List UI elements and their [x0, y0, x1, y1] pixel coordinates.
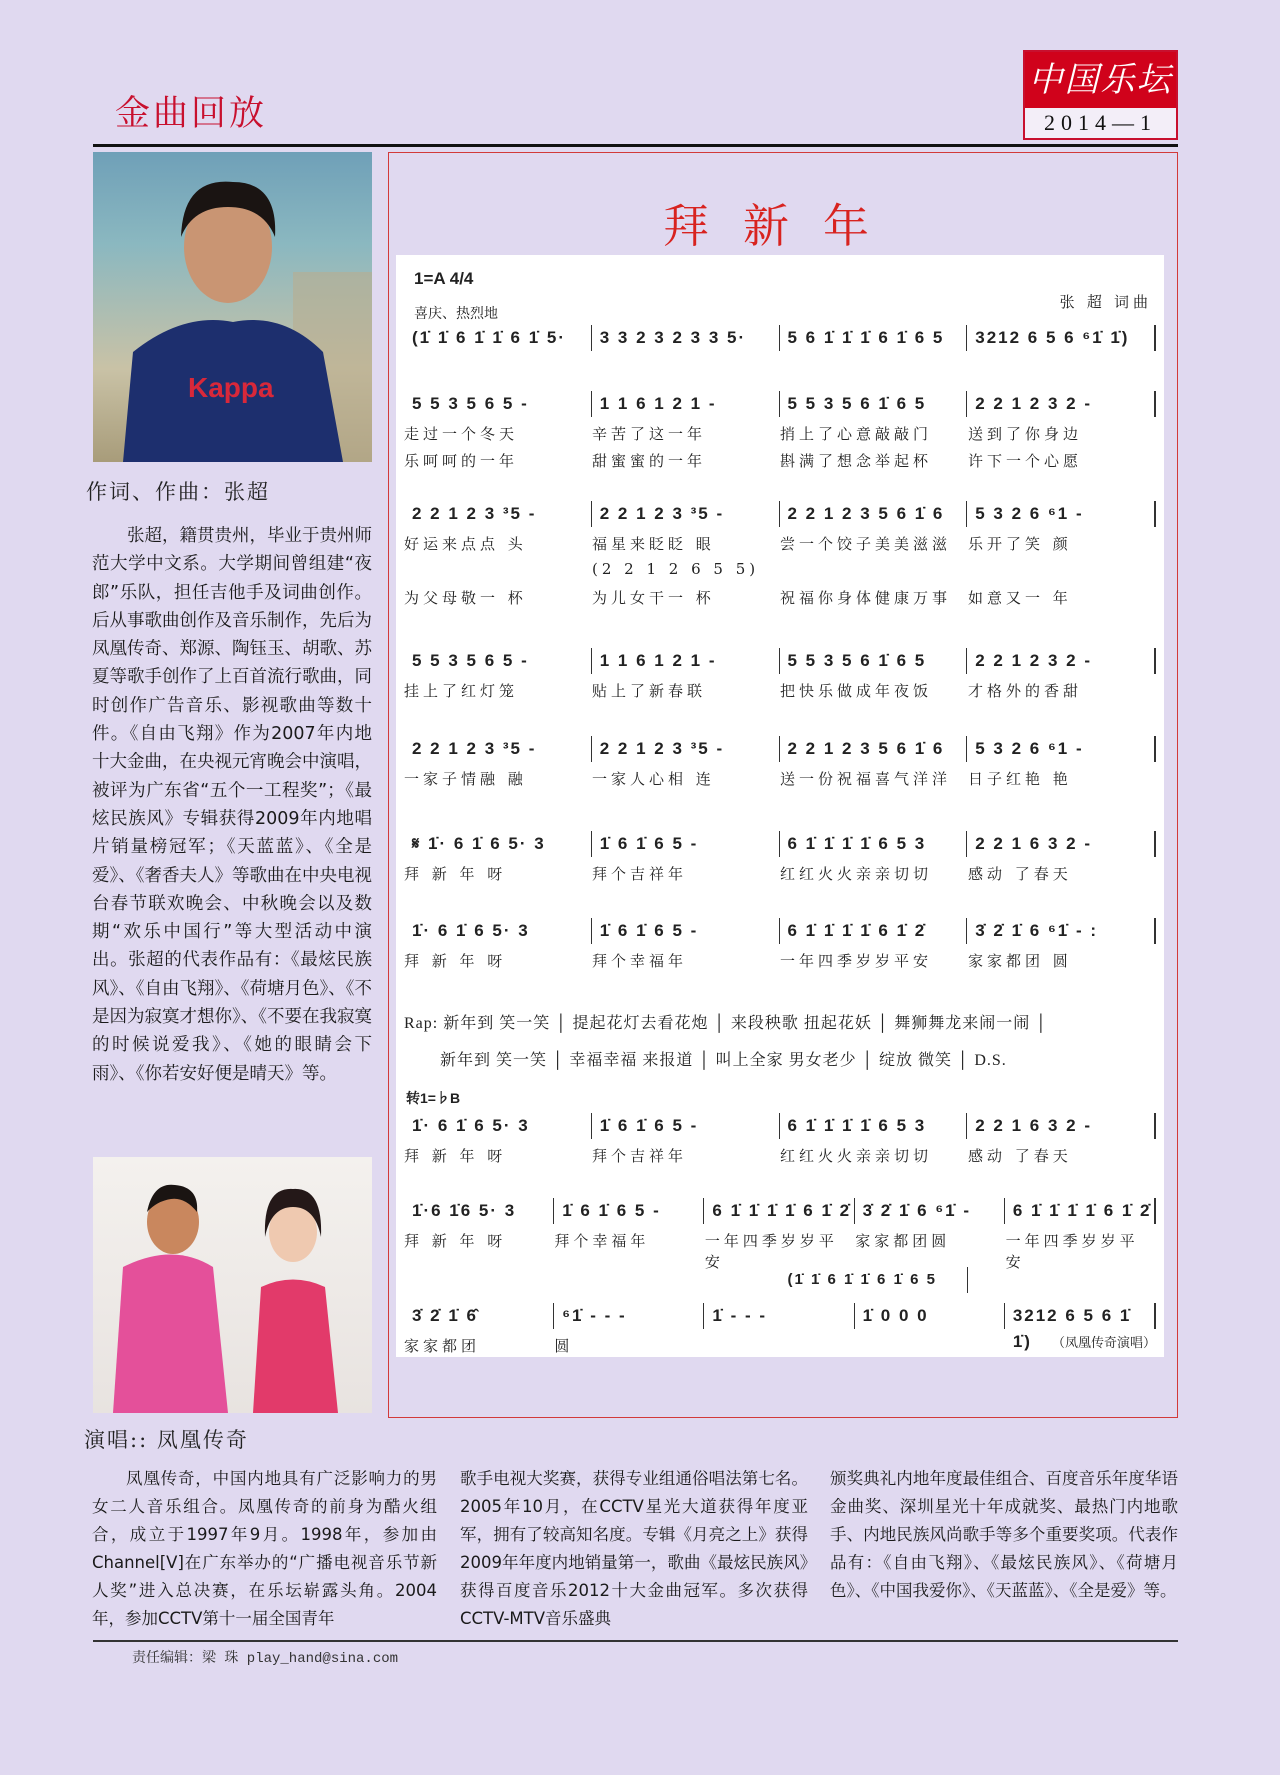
- lyrics-line: [404, 680, 1156, 701]
- measure: [592, 1267, 780, 1293]
- measure: 6 1̇ 1̇ 1̇ 1̇ 6 5 3: [780, 831, 968, 857]
- measure: 6 1̇ 1̇ 1̇ 1̇ 6 1̇ 2̇: [780, 918, 968, 944]
- lyrics-line: [404, 587, 1156, 608]
- measure: 5 3 2 6 ⁶1 -: [967, 736, 1156, 762]
- measure: 1̇ 6 1̇ 6 5 -: [592, 918, 780, 944]
- measure: 1̇ 6 1̇ 6 5 -: [592, 1113, 780, 1139]
- key-signature: 1=A 4/4: [414, 269, 474, 288]
- measure: 1 1 6 1 2 1 -: [592, 391, 780, 417]
- singer-bio-col-2: 歌手电视大奖赛，获得专业组通俗唱法第七名。2005年10月，在CCTV星光大道获得年度亚军，拥有了较高知名度。专辑《月亮之上》获得2009年年度内地销量第一，歌曲《最炫民族风》获得百度音乐2012十大金曲冠军。多次获得CCTV-MTV音乐盛典: [460, 1469, 808, 1628]
- notation-row: [404, 736, 1156, 762]
- measure: 5 6 1̇ 1̇ 1̇ 6 1̇ 6 5: [780, 325, 968, 351]
- measure: 2 2 1 2 3 5 6 1̇ 6: [780, 736, 968, 762]
- measure: 6 1̇ 1̇ 1̇ 1̇ 6 1̇ 2̇: [704, 1198, 854, 1224]
- measure: (1̇ 1̇ 6 1̇ 1̇ 6 1̇ 5·: [404, 325, 592, 351]
- lyric-phrase: 拜 新 年 呀: [404, 952, 507, 970]
- lyric-phrase: 把快乐做成年夜饭: [780, 682, 933, 700]
- lyric-phrase: 甜蜜蜜的一年: [592, 452, 707, 470]
- magazine-logo: [1023, 50, 1178, 140]
- measure: 5 5 3 5 6 5 -: [404, 648, 592, 674]
- composer-portrait-image: [93, 152, 372, 462]
- lyric-phrase: 一年四季岁岁平安: [1005, 1232, 1139, 1271]
- lyric-phrase: 红红火火亲亲切切: [780, 1147, 933, 1165]
- lyric-phrase: 祝福你身体健康万事: [780, 589, 952, 607]
- measure: 6 1̇ 1̇ 1̇ 1̇ 6 1̇ 2̇: [1005, 1198, 1156, 1224]
- lyric-phrase: 感动 了春天: [968, 1147, 1072, 1165]
- measure: ⁶1̇ - - -: [554, 1303, 704, 1329]
- notation-row: [404, 831, 1156, 857]
- measure: [404, 1267, 592, 1293]
- measure: 2 2 1 2 3 5 6 1̇ 6: [780, 501, 968, 527]
- lyric-phrase: 许下一个心愿: [968, 452, 1083, 470]
- lyrics-line: [404, 1145, 1156, 1166]
- footer-divider: [93, 1640, 1178, 1642]
- composer-credit: 张 超 词曲: [1059, 294, 1152, 311]
- singers-image: [93, 1157, 372, 1413]
- lyrics-line: [404, 1335, 1156, 1356]
- notation-row: [404, 1198, 1156, 1224]
- tempo-marking: 喜庆、热烈地: [414, 305, 498, 321]
- lyrics-line: [404, 1230, 1156, 1272]
- editor-credit: 责任编辑：梁 珠 play_hand@sina.com: [132, 1651, 399, 1667]
- sheet-music: [396, 255, 1164, 1357]
- lyric-phrase: 拜个幸福年: [554, 1232, 650, 1250]
- lyric-phrase: 为儿女干一 杯: [592, 589, 715, 607]
- lyric-phrase: 才格外的香甜: [968, 682, 1083, 700]
- lyric-phrase: 斟满了想念举起杯: [780, 452, 933, 470]
- measure: 3̇ 2̇ 1̇ 6 ⁶1̇ - :: [967, 918, 1156, 944]
- lyrics-line: [404, 863, 1156, 884]
- measure: 2 2 1 2 3 ³5 -: [592, 501, 780, 527]
- lyric-phrase: 乐呵呵的一年: [404, 452, 519, 470]
- lyric-phrase: 拜 新 年 呀: [404, 865, 507, 883]
- lyric-phrase: [968, 560, 1156, 578]
- measure: 2 2 1 6 3 2 -: [967, 831, 1156, 857]
- lyric-phrase: 拜个吉祥年: [592, 1147, 688, 1165]
- measure: 1̇·6 1̇6 5· 3: [404, 1198, 554, 1224]
- intro-notes-row: [404, 1267, 1156, 1293]
- measure: 2 2 1 2 3 2 -: [967, 648, 1156, 674]
- lyric-phrase: 如意又一 年: [968, 589, 1072, 607]
- issue-number: 2014—1: [1044, 110, 1157, 135]
- measure: 3̇ 2̇ 1̇ 6̂: [404, 1303, 554, 1329]
- shirt-logo: Kappa: [188, 372, 274, 403]
- measure: 2 2 1 2 3 2 -: [967, 391, 1156, 417]
- lyric-phrase: 好运来点点 头: [404, 535, 527, 553]
- measure: 5 5 3 5 6 1̇ 6 5: [780, 648, 968, 674]
- lyric-phrase: 一年四季岁岁平安: [704, 1232, 838, 1271]
- measure: 1̇ 6 1̇ 6 5 -: [592, 831, 780, 857]
- lyric-phrase: 一家子情融 融: [404, 770, 527, 788]
- logo-text: 中国乐坛: [1025, 52, 1176, 108]
- lyrics-line: [404, 560, 1156, 578]
- lyric-phrase: 挂上了红灯笼: [404, 682, 519, 700]
- lyric-phrase: 送到了你身边: [968, 425, 1083, 443]
- measure: (1̇ 1̇ 6 1̇ 1̇ 6 1̇ 6 5: [780, 1267, 969, 1293]
- singer-caption: 演唱:: 凤凰传奇: [84, 1428, 249, 1452]
- lyric-phrase: 家家都团: [404, 1337, 481, 1355]
- lyric-phrase: 乐开了笑 颜: [968, 535, 1072, 553]
- measure: 6 1̇ 1̇ 1̇ 1̇ 6 5 3: [780, 1113, 968, 1139]
- measure: 2 2 1 2 3 ³5 -: [404, 501, 592, 527]
- lyric-phrase: (2 2 1 2 6 5 5): [592, 560, 760, 578]
- notation-row: [404, 391, 1156, 417]
- performer-credit: （凤凰传奇演唱）: [1051, 1335, 1156, 1350]
- writer-caption: 作词、作曲：张超: [86, 480, 270, 504]
- lyric-phrase: 辛苦了这一年: [592, 425, 707, 443]
- lyric-phrase: 拜 新 年 呀: [404, 1232, 507, 1250]
- lyric-phrase: 贴上了新春联: [592, 682, 707, 700]
- measure: 3212 6 5 6 ⁶1̇ 1̇): [967, 325, 1156, 351]
- measure: 1̇ 0 0 0: [855, 1303, 1005, 1329]
- measure: 2 2 1 2 3 ³5 -: [592, 736, 780, 762]
- measure: 2 2 1 2 3 ³5 -: [404, 736, 592, 762]
- lyric-phrase: 红红火火亲亲切切: [780, 865, 933, 883]
- singers-photo: [93, 1157, 372, 1413]
- measure: 1̇ 6 1̇ 6 5 -: [554, 1198, 704, 1224]
- measure: 1 1 6 1 2 1 -: [592, 648, 780, 674]
- lyrics-line: [404, 533, 1156, 554]
- notation-row: [404, 648, 1156, 674]
- lyric-phrase: 圆: [554, 1337, 574, 1355]
- lyric-phrase: [404, 560, 592, 578]
- lyric-phrase: 拜 新 年 呀: [404, 1147, 507, 1165]
- measure: 1̇ - - -: [704, 1303, 854, 1329]
- measure: 1̇· 6 1̇ 6 5· 3: [404, 918, 592, 944]
- notation-row: [404, 501, 1156, 527]
- composer-bio: 张超，籍贯贵州，毕业于贵州师范大学中文系。大学期间曾组建“夜郎”乐队，担任吉他手及词曲创作。后从事歌曲创作及音乐制作，先后为凤凰传奇、郑源、陶钰玉、胡歌、苏夏等歌手创作了上百首流行歌曲，同时创作广告音乐、影视歌曲等数十件。《自由飞翔》作为2007年内地十大金曲，在央视元宵晚会中演唱，被评为广东省“五个一工程奖”；《最炫民族风》专辑获得2009年内地唱片销量榜冠军；《天蓝蓝》、《全是爱》、《奢香夫人》等歌曲在中央电视台春节联欢晚会、中秋晚会以及数期“欢乐中国行”等大型活动中演出。张超的代表作品有：《最炫民族风》、《自由飞翔》、《荷塘月色》、《不是因为寂寞才想你》、《不要在我寂寞的时候说爱我》、《她的眼睛会下雨》、《你若安好便是晴天》等。: [92, 526, 372, 1084]
- singer-bio-col-1: 凤凰传奇，中国内地具有广泛影响力的男女二人音乐组合。凤凰传奇的前身为酷火组合，成立于1997年9月。1998年，参加由Channel[V]在广东举办的“广播电视音乐节新人奖”进入总决赛，在乐坛崭露头角。2004年，参加CCTV第十一届全国青年: [92, 1469, 437, 1628]
- lyric-phrase: 一家人心相 连: [592, 770, 715, 788]
- lyric-phrase: 为父母敬一 杯: [404, 589, 527, 607]
- measure: 5 5 3 5 6 1̇ 6 5: [780, 391, 968, 417]
- singer-bio-col-3: 颁奖典礼内地年度最佳组合、百度音乐年度华语金曲奖、深圳星光十年成就奖、最热门内地歌手、内地民族风尚歌手等多个重要奖项。代表作品有：《自由飞翔》、《最炫民族风》、《荷塘月色》、《中国我爱你》、《天蓝蓝》、《全是爱》等。: [830, 1469, 1178, 1600]
- measure: 5 5 3 5 6 5 -: [404, 391, 592, 417]
- measure: 3212 6 5 6 1̇ 1̇): [1005, 1303, 1156, 1329]
- lyric-phrase: 拜个幸福年: [592, 952, 688, 970]
- measure: [968, 1267, 1156, 1293]
- lyrics-line: [404, 950, 1156, 971]
- lyric-phrase: [780, 560, 968, 578]
- measure: 3̇ 2̇ 1̇ 6 ⁶1̇ -: [855, 1198, 1005, 1224]
- lyric-phrase: 捎上了心意敲敲门: [780, 425, 933, 443]
- lyric-phrase: 福星来眨眨 眼: [592, 535, 715, 553]
- lyric-phrase: 家家都团 圆: [968, 952, 1072, 970]
- section-title: 金曲回放: [115, 94, 268, 134]
- measure: 𝄋 1̇· 6 1̇ 6 5· 3: [404, 831, 592, 857]
- lyrics-line: [404, 450, 1156, 471]
- notation-row: [404, 1113, 1156, 1139]
- lyric-phrase: 尝一个饺子美美滋滋: [780, 535, 952, 553]
- measure: 2 2 1 6 3 2 -: [967, 1113, 1156, 1139]
- rap-line-2: 新年到 笑一笑 │ 幸福幸福 来报道 │ 叫上全家 男女老少 │ 绽放 微笑 │ D.S.: [440, 1052, 1007, 1069]
- notation-row: [404, 325, 1156, 351]
- lyric-phrase: 拜个吉祥年: [592, 865, 688, 883]
- lyric-phrase: 感动 了春天: [968, 865, 1072, 883]
- notation-row: [404, 918, 1156, 944]
- rap-line-1: Rap: 新年到 笑一笑 │ 提起花灯去看花炮 │ 来段秧歌 扭起花妖 │ 舞狮舞龙来闹一闹 │: [404, 1015, 1048, 1032]
- lyric-phrase: [705, 1335, 855, 1356]
- modulation-marking: 转1=♭B: [406, 1090, 461, 1106]
- measure: 5 3 2 6 ⁶1 -: [967, 501, 1156, 527]
- lyric-phrase: 一年四季岁岁平安: [780, 952, 933, 970]
- lyric-phrase: [855, 1335, 1005, 1356]
- lyric-phrase: 送一份祝福喜气洋洋: [780, 770, 952, 788]
- lyric-phrase: 日子红艳 艳: [968, 770, 1072, 788]
- measure: 3 3 2 3 2 3 3 5·: [592, 325, 780, 351]
- lyric-phrase: 家家都团圆: [855, 1232, 951, 1250]
- song-title: 拜新年: [663, 199, 903, 253]
- header-divider: [93, 144, 1178, 147]
- lyrics-line: [404, 423, 1156, 444]
- composer-photo: [93, 152, 372, 462]
- measure: 1̇· 6 1̇ 6 5· 3: [404, 1113, 592, 1139]
- lyric-phrase: 走过一个冬天: [404, 425, 519, 443]
- lyrics-line: [404, 768, 1156, 789]
